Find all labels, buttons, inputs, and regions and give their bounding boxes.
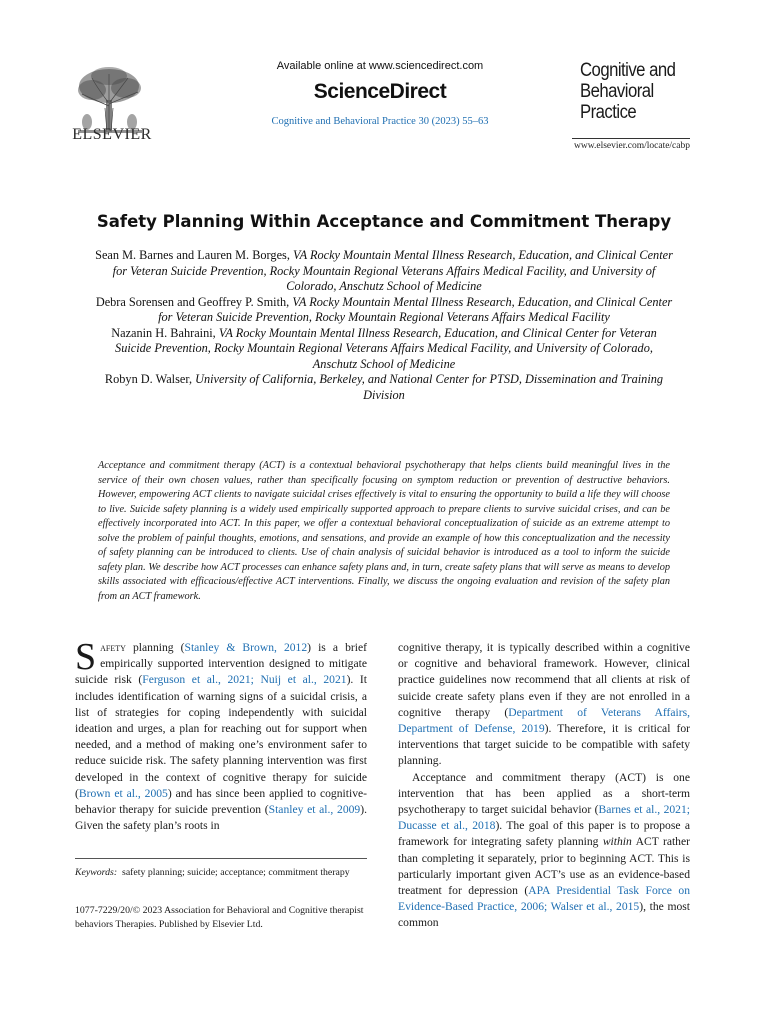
citation-link[interactable]: Ferguson et al., 2021; Nuij et al., 2021 (142, 673, 347, 687)
journal-title-block (580, 60, 690, 130)
journal-title-line: Behavioral (580, 81, 654, 102)
body-text: ). Given the safety plan’s roots in (75, 803, 367, 833)
body-text: ). Therefore, it is critical for interventions that target suicide to be compatible with safety planning. (398, 722, 690, 768)
body-paragraph (398, 640, 690, 770)
body-column-left (75, 636, 367, 834)
keywords-label: Keywords: (75, 867, 118, 878)
body-text: cognitive therapy, it is typically described within a cognitive or cognitive and behavioral framework. However, clinical practice guidelines now recommend that all clients at risk of suicide create safety plans even if they are not enrolled in a cognitive therapy ( (398, 641, 690, 719)
journal-title-line: Cognitive and (580, 60, 676, 81)
journal-citation-link[interactable]: Cognitive and Behavioral Practice 30 (2023) 55–63 (271, 116, 489, 127)
body-text: ). It includes identification of warning signs of a suicidal crisis, a list of strategies for coping independently with suicidal ideation and urges, a plan for reaching out for support when needed, and a method of making one’s environment safer to reduce suicide risk. The safety planning intervention was first developed in the context of cognitive therapy for suicide ( (75, 673, 367, 800)
body-paragraph (398, 770, 690, 932)
citation-link[interactable]: Department of Veterans Affairs, Department of Defense, 2019 (398, 705, 690, 736)
author-names: Debra Sorensen and Geoffrey P. Smith, (95, 294, 290, 309)
citation-link[interactable]: Brown et al., 2005 (78, 786, 168, 800)
author-entry (95, 295, 673, 326)
author-names: Robyn D. Walser, (104, 372, 193, 386)
drop-cap: S (75, 636, 97, 678)
available-online-text: Available online at www.sciencedirect.com (276, 60, 484, 72)
author-names: Sean M. Barnes and Lauren M. Borges, (95, 248, 290, 262)
journal-url-link[interactable]: www.elsevier.com/locate/cabp (574, 141, 690, 151)
footnote-divider (75, 858, 367, 859)
author-affiliation: VA Rocky Mountain Mental Illness Research, Education, and Clinical Center for Veteran Suicide Prevention, Rocky Mountain Regional Veterans Affairs Medical Facility, and University of Colorado, Anschutz School of Medicine (115, 325, 657, 371)
author-entry (95, 248, 673, 295)
citation-link[interactable]: Barnes et al., 2021; Ducasse et al., 2018 (398, 803, 690, 833)
journal-title-line: Practice (580, 102, 637, 123)
body-text: Acceptance and commitment therapy (ACT) is one intervention that has been applied as a short-term psychotherapy to target suicidal behavior ( (398, 770, 690, 817)
body-text: planning ( (125, 641, 185, 654)
author-entry (95, 326, 673, 373)
body-text: ), the most common (398, 900, 690, 930)
citation-link[interactable]: Stanley et al., 2009 (268, 803, 361, 817)
citation-link[interactable]: Stanley & Brown, 2012 (184, 641, 308, 654)
body-text: ). The goal of this paper is to propose a framework for integrating safety planning (398, 819, 690, 849)
elsevier-tree-logo-icon (72, 64, 147, 134)
small-caps-lead: afety (100, 641, 126, 654)
emphasis-text: within (602, 835, 632, 849)
body-text: ) is a brief empirically supported intervention designed to mitigate suicide risk ( (75, 641, 367, 687)
keywords (75, 866, 367, 880)
body-column-right (398, 640, 690, 932)
copyright-notice: 1077-7229/20/© 2023 Association for Behavioral and Cognitive therapist behaviors Therapies. Published by Elsevier Ltd. (75, 905, 364, 930)
author-affiliation: VA Rocky Mountain Mental Illness Research, Education, and Clinical Center for Veteran Suicide Prevention, Rocky Mountain Regional Veterans Affairs Medical Facility, and University of Colorado, Anschutz School of Medicine (112, 248, 673, 293)
journal-divider (572, 138, 690, 139)
body-text: ACT rather than completing it separately, prior to beginning ACT. This is particularly important given ACT’s use as an evidence-based treatment for depression ( (398, 835, 690, 898)
author-names: Nazanin H. Bahraini, (111, 325, 216, 340)
citation-link[interactable]: APA Presidential Task Force on Evidence-Based Practice, 2006; Walser et al., 2015 (398, 884, 691, 914)
publisher-name: ELSEVIER (72, 126, 152, 143)
author-affiliation: University of California, Berkeley, and National Center for PTSD, Dissemination and Training Division (195, 372, 664, 402)
intro-paragraph (75, 636, 367, 834)
body-text: ) and has since been applied to cognitive-behavior therapy for suicide prevention ( (75, 786, 367, 817)
author-entry (95, 372, 673, 403)
author-list (95, 248, 673, 403)
article-title: Safety Planning Within Acceptance and Commitment Therapy (96, 212, 672, 231)
page-header (0, 58, 768, 158)
keywords-text: safety planning; suicide; acceptance; commitment therapy (122, 867, 350, 878)
sciencedirect-wordmark: ScienceDirect (313, 80, 447, 103)
author-affiliation: VA Rocky Mountain Mental Illness Research, Education, and Clinical Center for Veteran Suicide Prevention, Rocky Mountain Regional Veterans Affairs Medical Facility (158, 294, 673, 324)
abstract: Acceptance and commitment therapy (ACT) is a contextual behavioral psychotherapy that helps clients build meaningful lives in the service of their own chosen values, rather than specifically focusing on symptom reduction or prevention of destructive behaviors. However, empowering ACT clients to navigate suicidal crises effectively is vital to ensuring the opportunity to build a life they will choose to live. Suicide safety planning is a widely used empirically supported approach to prepare clients to survive suicidal crises, and can be effectively incorporated into ACT. In this paper, we offer a contextual behavioral conceptualization of suicide as an extreme attempt to solve the problem of painful thoughts, emotions, and sensations, and provide an example of how this conceptualization and the necessity of safety planning can be introduced to clients. Use of chain analysis of suicidal behavior is introduced as a tool to inform the suicide safety plan. We describe how ACT processes can enhance safety plans and, in turn, create safety plans that will serve as means to develop skills associated with efficacious/effective ACT interventions. Finally, we discuss the ongoing evaluation and revision of the safety plan from an ACT framework. (98, 460, 670, 602)
